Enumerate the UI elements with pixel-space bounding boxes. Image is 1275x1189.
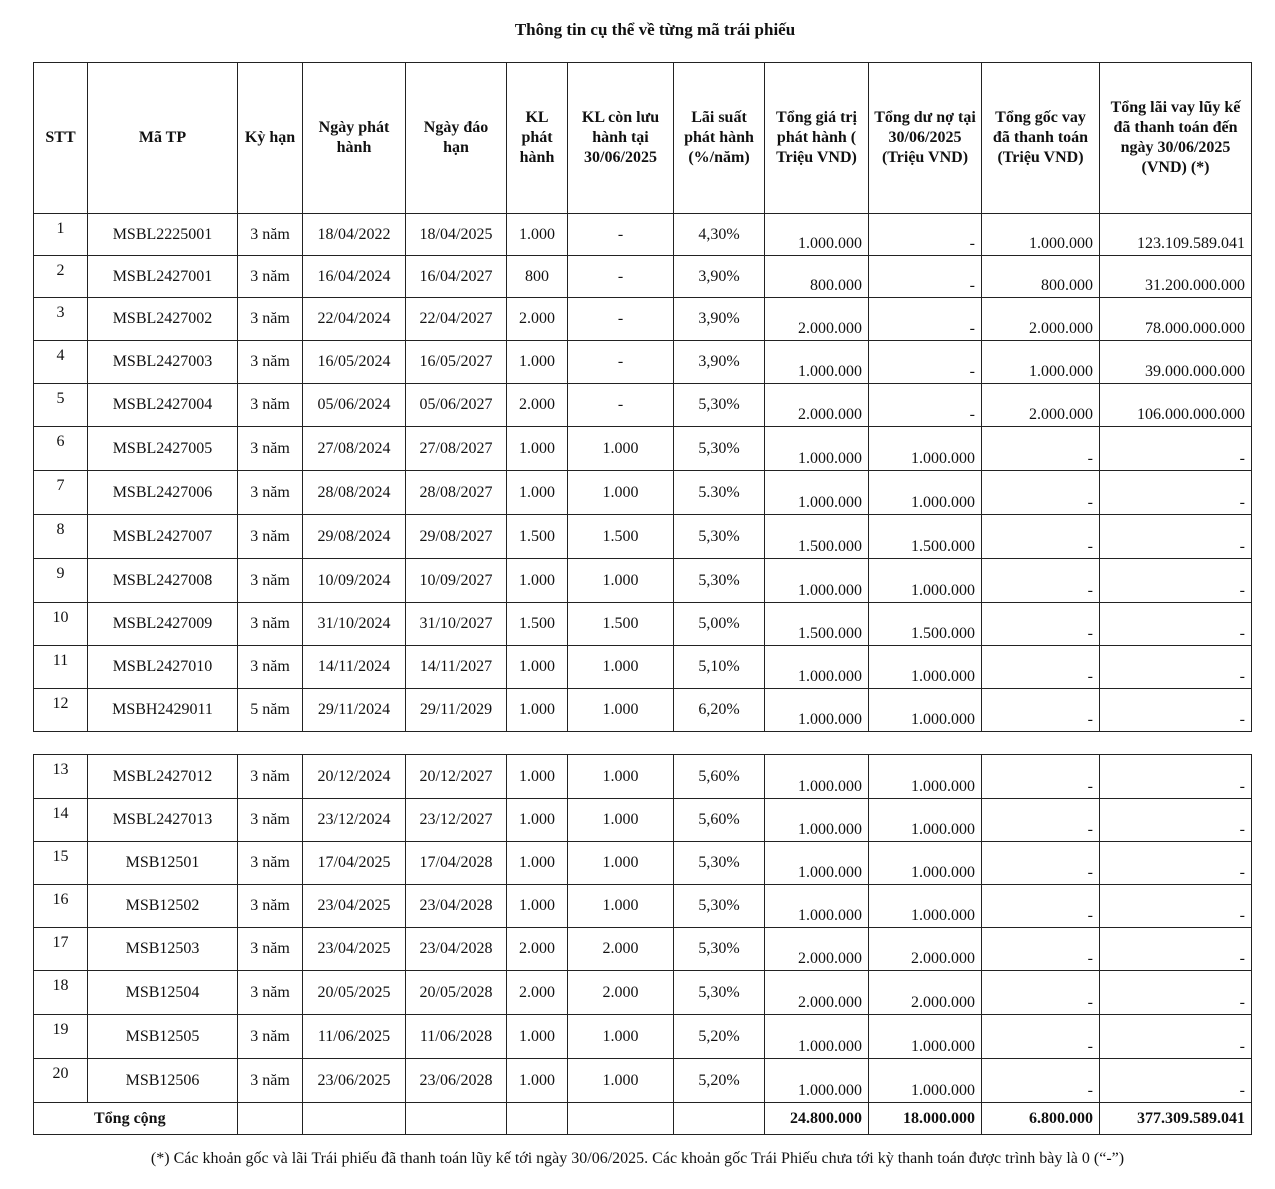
stt-cell: 15 [34,842,88,885]
stt-cell: 5 [34,384,88,427]
bond-code-cell: MSBH2429011 [88,689,238,732]
col-header-issue-value: Tổng giá trị phát hành ( Triệu VND) [765,63,869,214]
term-cell: 3 năm [238,471,303,515]
term-cell: 3 năm [238,885,303,928]
interest-rate-cell: 5,20% [674,1059,765,1103]
table-row [34,928,1252,971]
bond-code-cell: MSBL2427012 [88,755,238,799]
outstanding-volume-cell: 1.500 [568,515,674,559]
maturity-date-cell: 10/09/2027 [406,559,507,603]
issue-value-cell: 800.000 [765,256,869,298]
table-row [34,646,1252,689]
issue-date-cell: 18/04/2022 [303,214,406,256]
outstanding-debt-cell: - [869,341,982,384]
table-row [34,471,1252,515]
issue-value-cell: 1.500.000 [765,603,869,646]
term-cell: 3 năm [238,646,303,689]
interest-paid-cell: - [1100,646,1252,689]
principal-paid-cell: - [982,928,1100,971]
outstanding-volume-cell: 1.000 [568,471,674,515]
interest-rate-cell: 5,30% [674,427,765,471]
outstanding-debt-cell: 1.000.000 [869,646,982,689]
issue-date-cell: 05/06/2024 [303,384,406,427]
outstanding-volume-cell: 1.000 [568,646,674,689]
bond-code-cell: MSB12501 [88,842,238,885]
principal-paid-cell: - [982,1015,1100,1059]
issue-volume-cell: 2.000 [507,971,568,1015]
term-cell: 3 năm [238,515,303,559]
col-header-issue-volume: KL phát hành [507,63,568,214]
issue-volume-cell: 1.000 [507,341,568,384]
interest-paid-cell: - [1100,928,1252,971]
term-cell: 3 năm [238,799,303,842]
stt-cell: 8 [34,515,88,559]
bond-code-cell: MSB12502 [88,885,238,928]
table-row [34,515,1252,559]
maturity-date-cell: 23/04/2028 [406,885,507,928]
document-title: Thông tin cụ thể về từng mã trái phiếu [514,20,796,39]
principal-paid-cell: - [982,689,1100,732]
interest-rate-cell: 5,30% [674,885,765,928]
issue-volume-cell: 1.000 [507,842,568,885]
issue-volume-cell: 1.000 [507,559,568,603]
table-row [34,341,1252,384]
interest-rate-cell: 3,90% [674,298,765,341]
table-row [34,256,1252,298]
maturity-date-cell: 23/12/2027 [406,799,507,842]
interest-paid-cell: - [1100,799,1252,842]
issue-value-cell: 2.000.000 [765,384,869,427]
interest-rate-cell: 5,30% [674,384,765,427]
principal-paid-cell: - [982,603,1100,646]
outstanding-volume-cell: - [568,298,674,341]
outstanding-debt-cell: 2.000.000 [869,928,982,971]
bond-code-cell: MSBL2427006 [88,471,238,515]
col-header-outstanding-volume: KL còn lưu hành tại 30/06/2025 [568,63,674,214]
stt-cell: 3 [34,298,88,341]
outstanding-debt-cell: 1.000.000 [869,427,982,471]
interest-rate-cell: 6,20% [674,689,765,732]
outstanding-volume-cell: - [568,341,674,384]
table-row [34,1015,1252,1059]
total-issue-value: 24.800.000 [765,1103,869,1135]
principal-paid-cell: - [982,646,1100,689]
table-row [34,298,1252,341]
stt-cell: 13 [34,755,88,799]
issue-volume-cell: 1.000 [507,427,568,471]
col-header-issue-date: Ngày phát hành [303,63,406,214]
interest-paid-cell: - [1100,755,1252,799]
interest-paid-cell: - [1100,885,1252,928]
interest-rate-cell: 5,30% [674,842,765,885]
issue-volume-cell: 1.000 [507,1059,568,1103]
outstanding-volume-cell: 1.000 [568,842,674,885]
outstanding-volume-cell: - [568,214,674,256]
issue-volume-cell: 1.000 [507,471,568,515]
issue-volume-cell: 1.000 [507,755,568,799]
interest-paid-cell: - [1100,971,1252,1015]
total-interest-paid: 377.309.589.041 [1100,1103,1252,1135]
principal-paid-cell: 1.000.000 [982,341,1100,384]
issue-volume-cell: 2.000 [507,384,568,427]
interest-paid-cell: - [1100,842,1252,885]
interest-paid-cell: 123.109.589.041 [1100,214,1252,256]
bond-code-cell: MSB12506 [88,1059,238,1103]
issue-date-cell: 29/11/2024 [303,689,406,732]
outstanding-debt-cell: 1.500.000 [869,603,982,646]
outstanding-volume-cell: 1.000 [568,559,674,603]
outstanding-volume-cell: 1.000 [568,799,674,842]
bond-code-cell: MSBL2427007 [88,515,238,559]
outstanding-volume-cell: 1.000 [568,1015,674,1059]
interest-rate-cell: 5.30% [674,471,765,515]
outstanding-debt-cell: 1.000.000 [869,1059,982,1103]
table-row [34,427,1252,471]
principal-paid-cell: 2.000.000 [982,384,1100,427]
interest-rate-cell: 5,10% [674,646,765,689]
bond-code-cell: MSBL2427008 [88,559,238,603]
outstanding-debt-cell: 1.500.000 [869,515,982,559]
issue-volume-cell: 1.500 [507,515,568,559]
issue-date-cell: 11/06/2025 [303,1015,406,1059]
stt-cell: 18 [34,971,88,1015]
outstanding-volume-cell: 2.000 [568,971,674,1015]
interest-rate-cell: 5,30% [674,928,765,971]
total-empty-cell [507,1103,568,1135]
bond-code-cell: MSB12503 [88,928,238,971]
stt-cell: 17 [34,928,88,971]
outstanding-debt-cell: 1.000.000 [869,799,982,842]
bond-code-cell: MSBL2427002 [88,298,238,341]
table-body-part-1 [34,214,1252,732]
issue-volume-cell: 1.000 [507,646,568,689]
maturity-date-cell: 20/12/2027 [406,755,507,799]
bond-code-cell: MSBL2427003 [88,341,238,384]
principal-paid-cell: - [982,842,1100,885]
table-row [34,755,1252,799]
total-row [34,1103,1252,1135]
term-cell: 3 năm [238,755,303,799]
stt-cell: 16 [34,885,88,928]
outstanding-volume-cell: 1.000 [568,427,674,471]
issue-value-cell: 1.000.000 [765,214,869,256]
outstanding-debt-cell: - [869,256,982,298]
total-empty-cell [303,1103,406,1135]
footnote: (*) Các khoản gốc và lãi Trái phiếu đã thanh toán lũy kế tới ngày 30/06/2025. Các khoản gốc Trái Phiếu chưa tới kỳ thanh toán được trình bày là 0 (“-”) [150,1150,1125,1167]
bond-table-part-2 [33,754,1252,1135]
interest-rate-cell: 5,30% [674,971,765,1015]
table-row [34,384,1252,427]
issue-volume-cell: 1.500 [507,603,568,646]
issue-value-cell: 1.000.000 [765,755,869,799]
principal-paid-cell: - [982,755,1100,799]
interest-rate-cell: 5,30% [674,515,765,559]
stt-cell: 1 [34,214,88,256]
principal-paid-cell: - [982,971,1100,1015]
principal-paid-cell: - [982,799,1100,842]
issue-volume-cell: 800 [507,256,568,298]
outstanding-debt-cell: 1.000.000 [869,559,982,603]
maturity-date-cell: 05/06/2027 [406,384,507,427]
interest-paid-cell: 39.000.000.000 [1100,341,1252,384]
stt-cell: 14 [34,799,88,842]
issue-value-cell: 2.000.000 [765,928,869,971]
col-header-interest-rate: Lãi suất phát hành (%/năm) [674,63,765,214]
maturity-date-cell: 22/04/2027 [406,298,507,341]
maturity-date-cell: 29/08/2027 [406,515,507,559]
outstanding-volume-cell: 1.500 [568,603,674,646]
issue-date-cell: 23/12/2024 [303,799,406,842]
stt-cell: 20 [34,1059,88,1103]
outstanding-debt-cell: - [869,214,982,256]
table-row [34,885,1252,928]
interest-paid-cell: 106.000.000.000 [1100,384,1252,427]
table-row [34,799,1252,842]
term-cell: 3 năm [238,971,303,1015]
issue-value-cell: 1.000.000 [765,427,869,471]
interest-rate-cell: 5,20% [674,1015,765,1059]
principal-paid-cell: 800.000 [982,256,1100,298]
maturity-date-cell: 11/06/2028 [406,1015,507,1059]
maturity-date-cell: 16/05/2027 [406,341,507,384]
stt-cell: 7 [34,471,88,515]
table-row [34,1059,1252,1103]
issue-date-cell: 29/08/2024 [303,515,406,559]
issue-date-cell: 20/05/2025 [303,971,406,1015]
issue-date-cell: 23/06/2025 [303,1059,406,1103]
total-principal-paid: 6.800.000 [982,1103,1100,1135]
outstanding-volume-cell: 2.000 [568,928,674,971]
outstanding-debt-cell: 1.000.000 [869,885,982,928]
interest-paid-cell: 78.000.000.000 [1100,298,1252,341]
interest-paid-cell: - [1100,603,1252,646]
issue-value-cell: 1.000.000 [765,1059,869,1103]
term-cell: 3 năm [238,928,303,971]
issue-value-cell: 1.000.000 [765,799,869,842]
maturity-date-cell: 23/06/2028 [406,1059,507,1103]
interest-rate-cell: 4,30% [674,214,765,256]
table-header-row [34,63,1252,214]
outstanding-volume-cell: - [568,256,674,298]
term-cell: 3 năm [238,256,303,298]
interest-rate-cell: 5,60% [674,799,765,842]
issue-volume-cell: 1.000 [507,689,568,732]
outstanding-debt-cell: - [869,384,982,427]
stt-cell: 6 [34,427,88,471]
issue-value-cell: 1.000.000 [765,341,869,384]
issue-volume-cell: 1.000 [507,885,568,928]
outstanding-debt-cell: 1.000.000 [869,471,982,515]
maturity-date-cell: 17/04/2028 [406,842,507,885]
bond-code-cell: MSBL2427001 [88,256,238,298]
term-cell: 3 năm [238,1059,303,1103]
outstanding-debt-cell: - [869,298,982,341]
issue-date-cell: 16/04/2024 [303,256,406,298]
term-cell: 5 năm [238,689,303,732]
term-cell: 3 năm [238,298,303,341]
col-header-outstanding-debt: Tổng dư nợ tại 30/06/2025 (Triệu VND) [869,63,982,214]
col-header-maturity-date: Ngày đáo hạn [406,63,507,214]
total-empty-cell [674,1103,765,1135]
col-header-stt: STT [34,63,88,214]
issue-date-cell: 16/05/2024 [303,341,406,384]
issue-date-cell: 23/04/2025 [303,928,406,971]
principal-paid-cell: - [982,1059,1100,1103]
stt-cell: 10 [34,603,88,646]
outstanding-debt-cell: 1.000.000 [869,689,982,732]
term-cell: 3 năm [238,384,303,427]
interest-paid-cell: - [1100,559,1252,603]
outstanding-volume-cell: 1.000 [568,689,674,732]
maturity-date-cell: 31/10/2027 [406,603,507,646]
issue-date-cell: 20/12/2024 [303,755,406,799]
outstanding-volume-cell: 1.000 [568,755,674,799]
stt-cell: 2 [34,256,88,298]
principal-paid-cell: - [982,427,1100,471]
issue-value-cell: 2.000.000 [765,298,869,341]
outstanding-debt-cell: 1.000.000 [869,842,982,885]
table-row [34,842,1252,885]
principal-paid-cell: - [982,471,1100,515]
issue-volume-cell: 2.000 [507,298,568,341]
bond-code-cell: MSBL2427004 [88,384,238,427]
term-cell: 3 năm [238,1015,303,1059]
total-empty-cell [568,1103,674,1135]
outstanding-volume-cell: 1.000 [568,1059,674,1103]
issue-date-cell: 10/09/2024 [303,559,406,603]
bond-code-cell: MSB12504 [88,971,238,1015]
issue-date-cell: 23/04/2025 [303,885,406,928]
outstanding-volume-cell: 1.000 [568,885,674,928]
maturity-date-cell: 23/04/2028 [406,928,507,971]
issue-date-cell: 17/04/2025 [303,842,406,885]
stt-cell: 11 [34,646,88,689]
interest-paid-cell: - [1100,689,1252,732]
table-row [34,689,1252,732]
issue-volume-cell: 2.000 [507,928,568,971]
interest-paid-cell: - [1100,1059,1252,1103]
issue-date-cell: 31/10/2024 [303,603,406,646]
interest-paid-cell: - [1100,471,1252,515]
stt-cell: 19 [34,1015,88,1059]
total-label: Tổng cộng [34,1103,238,1135]
interest-rate-cell: 5,60% [674,755,765,799]
issue-value-cell: 1.000.000 [765,885,869,928]
interest-rate-cell: 3,90% [674,256,765,298]
issue-date-cell: 28/08/2024 [303,471,406,515]
issue-value-cell: 2.000.000 [765,971,869,1015]
table-row [34,971,1252,1015]
stt-cell: 12 [34,689,88,732]
maturity-date-cell: 27/08/2027 [406,427,507,471]
maturity-date-cell: 18/04/2025 [406,214,507,256]
issue-value-cell: 1.000.000 [765,842,869,885]
interest-paid-cell: - [1100,515,1252,559]
maturity-date-cell: 28/08/2027 [406,471,507,515]
maturity-date-cell: 16/04/2027 [406,256,507,298]
col-header-interest-paid: Tổng lãi vay lũy kế đã thanh toán đến ngày 30/06/2025 (VND) (*) [1100,63,1252,214]
col-header-bond-code: Mã TP [88,63,238,214]
maturity-date-cell: 29/11/2029 [406,689,507,732]
issue-volume-cell: 1.000 [507,214,568,256]
term-cell: 3 năm [238,559,303,603]
interest-paid-cell: - [1100,427,1252,471]
table-body-part-2 [34,755,1252,1103]
col-header-principal-paid: Tổng gốc vay đã thanh toán (Triệu VND) [982,63,1100,214]
total-outstanding: 18.000.000 [869,1103,982,1135]
issue-value-cell: 1.000.000 [765,1015,869,1059]
term-cell: 3 năm [238,214,303,256]
maturity-date-cell: 14/11/2027 [406,646,507,689]
issue-volume-cell: 1.000 [507,799,568,842]
table-row [34,214,1252,256]
principal-paid-cell: 2.000.000 [982,298,1100,341]
issue-value-cell: 1.000.000 [765,689,869,732]
bond-code-cell: MSB12505 [88,1015,238,1059]
maturity-date-cell: 20/05/2028 [406,971,507,1015]
bond-code-cell: MSBL2427005 [88,427,238,471]
principal-paid-cell: - [982,515,1100,559]
table-row [34,603,1252,646]
interest-rate-cell: 5,30% [674,559,765,603]
col-header-term: Kỳ hạn [238,63,303,214]
interest-paid-cell: - [1100,1015,1252,1059]
bond-code-cell: MSBL2225001 [88,214,238,256]
bond-table-part-1 [33,62,1252,732]
stt-cell: 4 [34,341,88,384]
interest-rate-cell: 5,00% [674,603,765,646]
term-cell: 3 năm [238,842,303,885]
issue-date-cell: 22/04/2024 [303,298,406,341]
issue-value-cell: 1.500.000 [765,515,869,559]
total-empty-cell [238,1103,303,1135]
outstanding-debt-cell: 1.000.000 [869,755,982,799]
principal-paid-cell: - [982,559,1100,603]
bond-code-cell: MSBL2427009 [88,603,238,646]
issue-volume-cell: 1.000 [507,1015,568,1059]
outstanding-volume-cell: - [568,384,674,427]
term-cell: 3 năm [238,341,303,384]
interest-paid-cell: 31.200.000.000 [1100,256,1252,298]
table-row [34,559,1252,603]
term-cell: 3 năm [238,427,303,471]
bond-code-cell: MSBL2427010 [88,646,238,689]
term-cell: 3 năm [238,603,303,646]
issue-value-cell: 1.000.000 [765,646,869,689]
issue-value-cell: 1.000.000 [765,559,869,603]
issue-date-cell: 14/11/2024 [303,646,406,689]
stt-cell: 9 [34,559,88,603]
outstanding-debt-cell: 2.000.000 [869,971,982,1015]
outstanding-debt-cell: 1.000.000 [869,1015,982,1059]
issue-value-cell: 1.000.000 [765,471,869,515]
interest-rate-cell: 3,90% [674,341,765,384]
issue-date-cell: 27/08/2024 [303,427,406,471]
bond-code-cell: MSBL2427013 [88,799,238,842]
principal-paid-cell: 1.000.000 [982,214,1100,256]
total-empty-cell [406,1103,507,1135]
principal-paid-cell: - [982,885,1100,928]
